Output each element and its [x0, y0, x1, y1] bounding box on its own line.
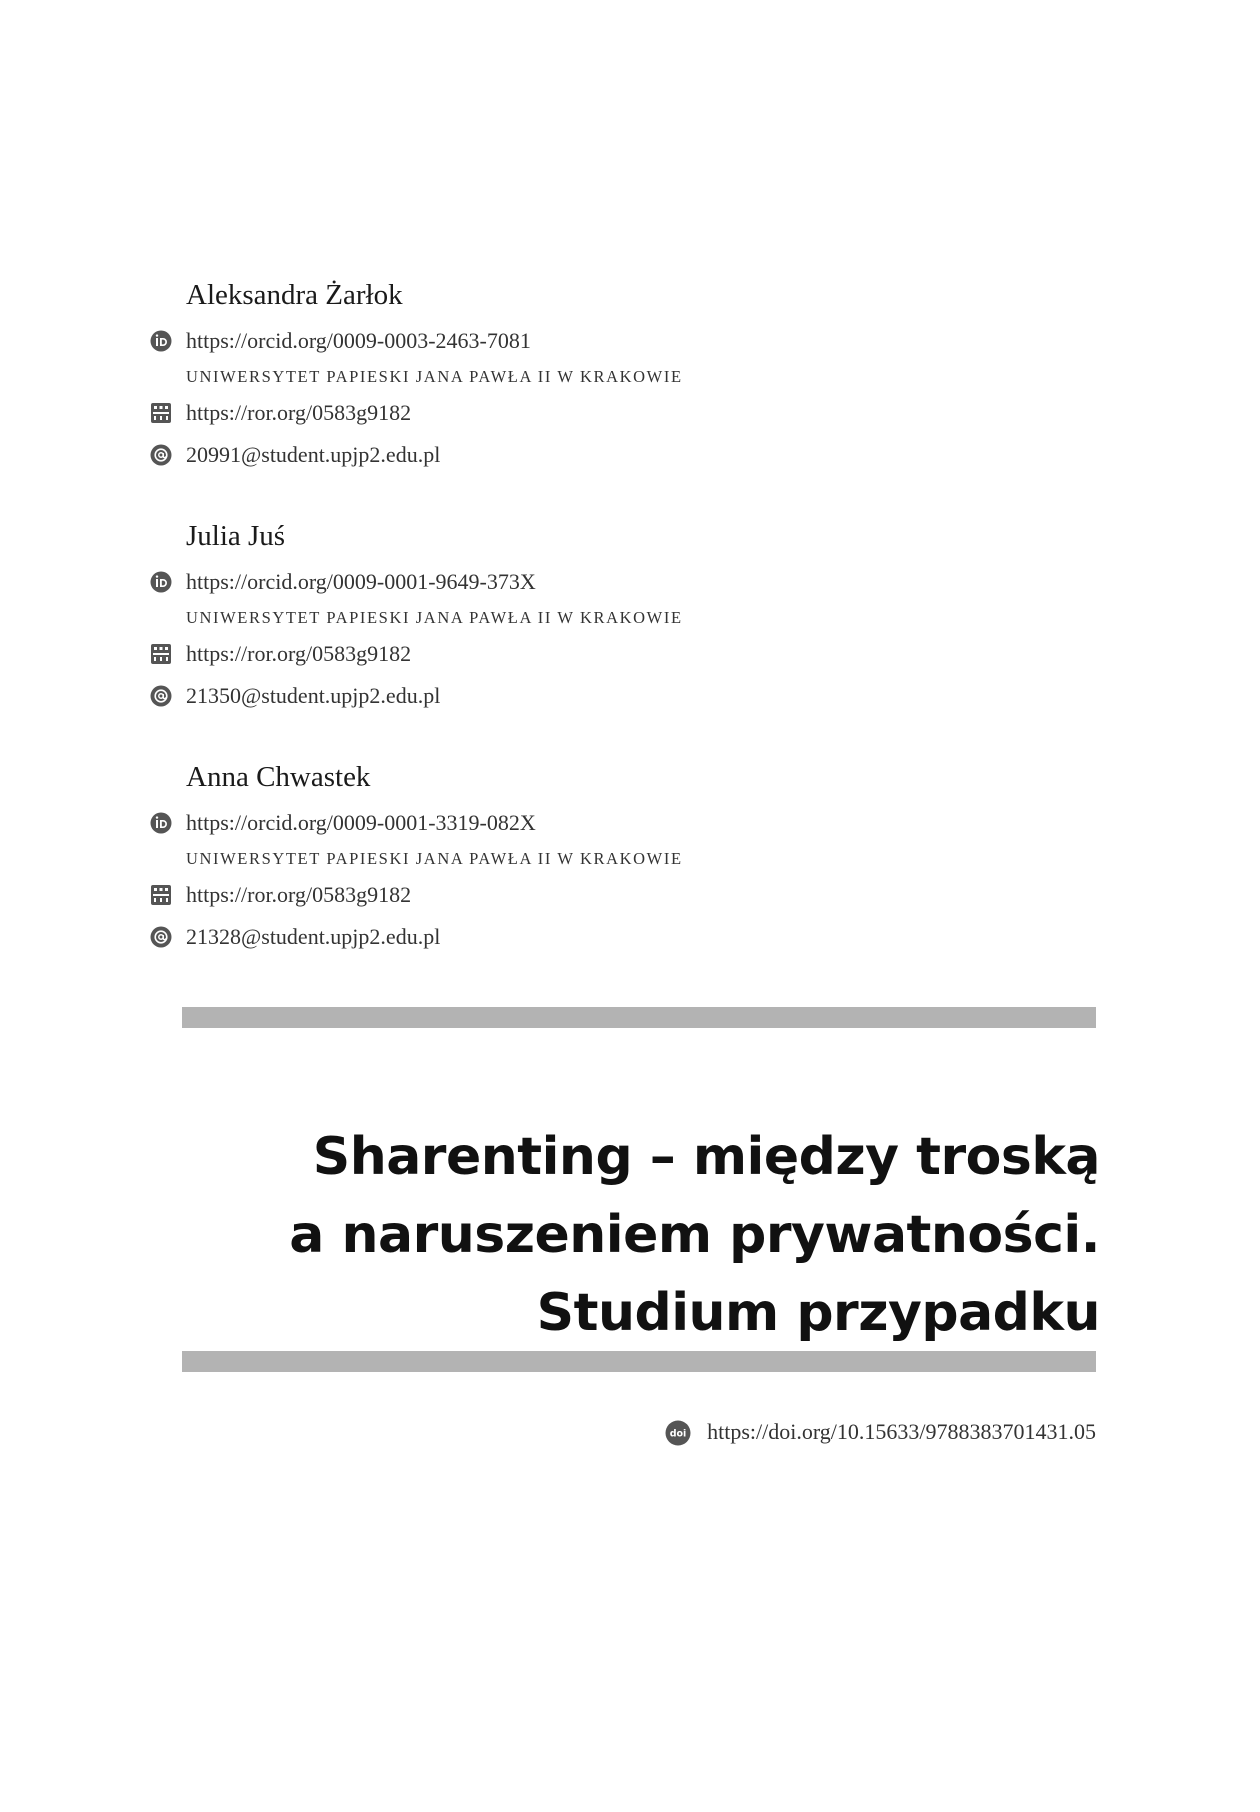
- orcid-row: [186, 561, 1086, 603]
- affiliation: UNIWERSYTET PAPIESKI JANA PAWŁA II W KRAKOWIE: [186, 367, 683, 386]
- email-link[interactable]: 20991@student.upjp2.edu.pl: [186, 442, 441, 467]
- ror-icon: [150, 402, 172, 424]
- author-name: Julia Juś: [186, 520, 286, 552]
- ror-icon: [150, 643, 172, 665]
- orcid-row: [186, 802, 1086, 844]
- at-sign-icon: [150, 926, 172, 948]
- doi-row: [669, 1412, 1096, 1452]
- top-divider: [182, 1007, 1096, 1028]
- ror-icon: [150, 884, 172, 906]
- svg-text:doi: doi: [669, 1428, 687, 1440]
- at-sign-icon: [150, 685, 172, 707]
- orcid-link[interactable]: https://orcid.org/0009-0003-2463-7081: [186, 328, 531, 353]
- orcid-icon: [150, 330, 172, 352]
- orcid-link[interactable]: https://orcid.org/0009-0001-9649-373X: [186, 569, 536, 594]
- orcid-icon: [150, 571, 172, 593]
- email-row: [186, 675, 1086, 717]
- email-link[interactable]: 21350@student.upjp2.edu.pl: [186, 683, 441, 708]
- author-name: Anna Chwastek: [186, 761, 371, 793]
- ror-row: [186, 392, 1086, 434]
- author-name: Aleksandra Żarłok: [186, 279, 403, 311]
- ror-row: [186, 633, 1086, 675]
- title-line: Sharenting – między troską: [312, 1126, 1100, 1187]
- ror-link[interactable]: https://ror.org/0583g9182: [186, 641, 412, 666]
- email-row: [186, 434, 1086, 476]
- title-line: Studium przypadku: [536, 1282, 1100, 1343]
- orcid-icon: [150, 812, 172, 834]
- title-line: a naruszeniem prywatności.: [289, 1204, 1100, 1265]
- doi-link[interactable]: https://doi.org/10.15633/9788383701431.05: [707, 1419, 1096, 1444]
- author-list: [186, 270, 1086, 958]
- email-row: [186, 916, 1086, 958]
- at-sign-icon: [150, 444, 172, 466]
- bottom-divider: [182, 1351, 1096, 1372]
- orcid-row: [186, 320, 1086, 362]
- author-block: [186, 752, 1086, 958]
- email-link[interactable]: 21328@student.upjp2.edu.pl: [186, 924, 441, 949]
- affiliation: UNIWERSYTET PAPIESKI JANA PAWŁA II W KRAKOWIE: [186, 849, 683, 868]
- ror-link[interactable]: https://ror.org/0583g9182: [186, 882, 412, 907]
- ror-row: [186, 874, 1086, 916]
- ror-link[interactable]: https://ror.org/0583g9182: [186, 400, 412, 425]
- author-block: [186, 270, 1086, 476]
- chapter-title: [160, 1118, 1100, 1352]
- author-block: [186, 511, 1086, 717]
- affiliation: UNIWERSYTET PAPIESKI JANA PAWŁA II W KRAKOWIE: [186, 608, 683, 627]
- doi-icon: [665, 1420, 691, 1446]
- orcid-link[interactable]: https://orcid.org/0009-0001-3319-082X: [186, 810, 536, 835]
